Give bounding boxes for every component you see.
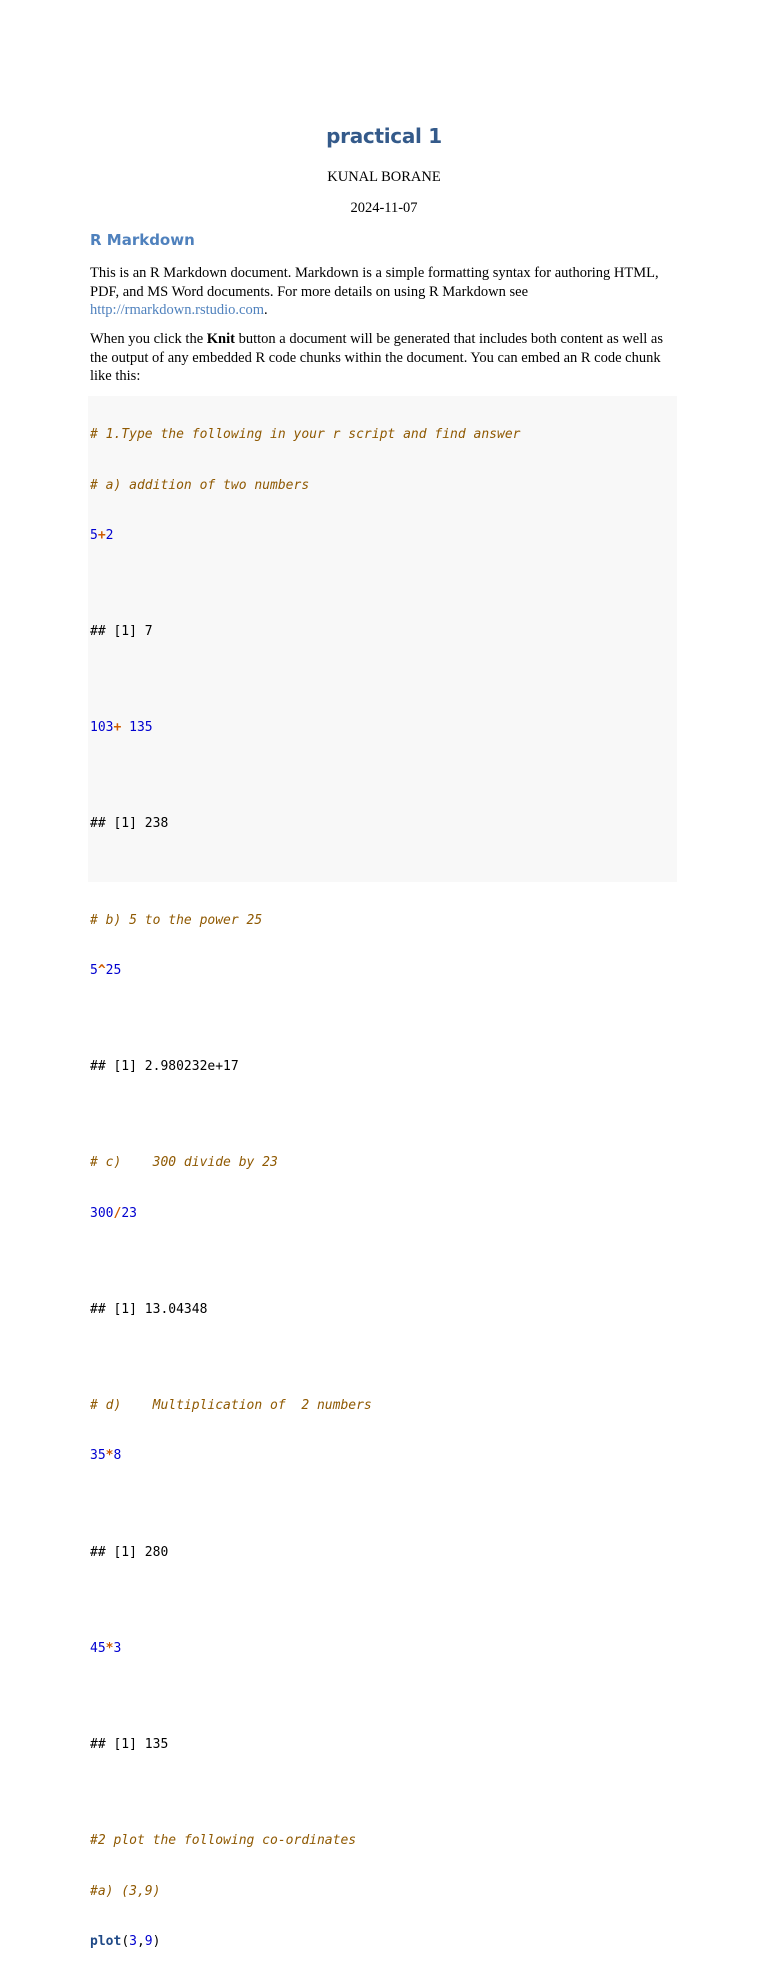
code-number: 135	[121, 720, 153, 736]
knit-text-after: button a document will be generated that includes both content as well as the output of any embedded R code chunks within the document. You can embed an R code chunk like this:	[90, 331, 664, 384]
knit-text-before: When you click the	[90, 331, 207, 347]
output-text: ## [1] 135	[90, 1737, 169, 1753]
output-text: ## [1] 2.980232e+17	[90, 1059, 239, 1075]
knit-paragraph	[90, 330, 680, 386]
code-line	[90, 1206, 675, 1223]
code-output	[90, 1737, 675, 1754]
code-number: 8	[113, 1448, 122, 1464]
code-line	[90, 963, 675, 980]
code-line	[90, 720, 675, 737]
code-paren: (	[121, 1933, 130, 1949]
code-output	[90, 1302, 675, 1319]
code-operator: +	[97, 527, 106, 543]
code-number: 45	[90, 1640, 106, 1656]
output-text: ## [1] 280	[90, 1544, 169, 1560]
code-comma: ,	[136, 1933, 145, 1949]
code-line	[90, 427, 675, 444]
intro-text: This is an R Markdown document. Markdown is a simple formatting syntax for authoring HTML, PDF, and MS Word documents. For more details on using R Markdown see	[90, 265, 659, 300]
code-comment: # b) 5 to the power 25	[90, 912, 263, 928]
code-number: 300	[90, 1205, 114, 1221]
code-output	[90, 816, 675, 833]
code-number: 35	[90, 1448, 106, 1464]
output-text: ## [1] 238	[90, 816, 169, 832]
code-output	[90, 1059, 675, 1076]
code-output	[90, 624, 675, 641]
code-line	[90, 1934, 675, 1951]
knit-bold: Knit	[206, 331, 235, 347]
code-comment: #a) (3,9)	[90, 1883, 161, 1899]
document-date: 2024-11-07	[350, 200, 418, 216]
code-comment: #2 plot the following co-ordinates	[90, 1833, 357, 1849]
output-text: ## [1] 13.04348	[90, 1301, 208, 1317]
code-line	[90, 1641, 675, 1658]
code-operator: +	[113, 720, 122, 736]
code-line	[90, 1155, 675, 1172]
code-line	[90, 1833, 675, 1850]
code-line	[90, 913, 675, 930]
intro-paragraph	[90, 264, 680, 320]
code-operator: /	[113, 1205, 122, 1221]
code-number: 23	[121, 1205, 137, 1221]
rmarkdown-link[interactable]: http://rmarkdown.rstudio.com	[90, 302, 264, 318]
code-number: 3	[129, 1933, 137, 1949]
code-line	[90, 1398, 675, 1415]
code-comment: # 1.Type the following in your r script and find answer	[90, 427, 521, 443]
code-operator: ^	[97, 962, 106, 978]
code-operator: *	[105, 1640, 114, 1656]
code-line	[90, 478, 675, 495]
code-number: 3	[113, 1640, 122, 1656]
code-line	[90, 1884, 675, 1901]
intro-period: .	[263, 302, 268, 318]
document-title: practical 1	[326, 124, 442, 148]
code-number: 5	[90, 527, 98, 543]
code-number: 9	[144, 1933, 153, 1949]
document-author: KUNAL BORANE	[327, 169, 441, 185]
code-number: 2	[105, 527, 114, 543]
code-comment: # c) 300 divide by 23	[90, 1155, 278, 1171]
code-comment: # d) Multiplication of 2 numbers	[90, 1398, 372, 1414]
code-chunk	[90, 394, 675, 1984]
section-heading: R Markdown	[90, 231, 195, 249]
code-operator: *	[105, 1448, 114, 1464]
code-number: 103	[90, 720, 114, 736]
code-output	[90, 1545, 675, 1562]
code-line	[90, 1448, 675, 1465]
code-number: 5	[90, 962, 98, 978]
code-function: plot	[90, 1933, 122, 1949]
code-comment: # a) addition of two numbers	[90, 477, 310, 493]
code-number: 25	[105, 962, 122, 978]
code-paren: )	[152, 1933, 161, 1949]
code-line	[90, 528, 675, 545]
output-text: ## [1] 7	[90, 623, 153, 639]
